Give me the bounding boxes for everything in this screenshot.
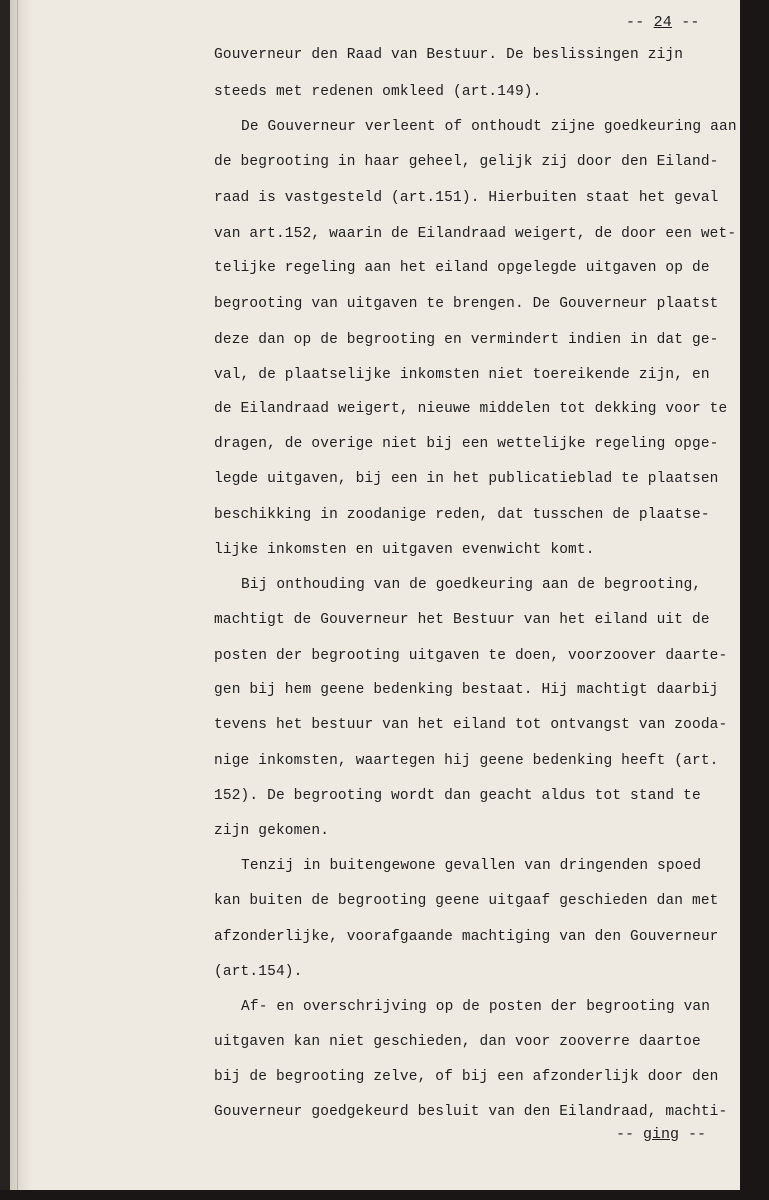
text-line: dragen, de overige niet bij een wettelijke regeling opge- [214, 436, 719, 452]
text-line: begrooting van uitgaven te brengen. De Gouverneur plaatst [214, 296, 719, 312]
catchword-prefix: -- [616, 1126, 644, 1143]
text-line: raad is vastgesteld (art.151). Hierbuiten staat het geval [214, 190, 719, 206]
text-line: de begrooting in haar geheel, gelijk zij door den Eiland- [214, 154, 719, 170]
page-number-suffix: -- [672, 14, 700, 31]
scan-background-right [740, 0, 769, 1200]
binding-shadow [10, 0, 32, 1190]
text-line: Gouverneur den Raad van Bestuur. De beslissingen zijn [214, 47, 684, 63]
text-line: kan buiten de begrooting geene uitgaaf geschieden dan met [214, 893, 719, 909]
catchword [616, 1126, 706, 1143]
text-line: gen bij hem geene bedenking bestaat. Hij machtigt daarbij [214, 682, 719, 698]
text-line: afzonderlijke, voorafgaande machtiging van den Gouverneur [214, 929, 719, 945]
text-line: Gouverneur goedgekeurd besluit van den Eilandraad, machti- [214, 1104, 728, 1120]
text-line: 152). De begrooting wordt dan geacht aldus tot stand te [214, 788, 701, 804]
paragraph-start-line: Tenzij in buitengewone gevallen van dringenden spoed [241, 858, 702, 874]
text-line: zijn gekomen. [214, 823, 330, 839]
page-number [626, 14, 700, 31]
text-line: deze dan op de begrooting en vermindert indien in dat ge- [214, 332, 719, 348]
paragraph-start-line: Bij onthouding van de goedkeuring aan de begrooting, [241, 577, 702, 593]
text-line: uitgaven kan niet geschieden, dan voor zooverre daartoe [214, 1034, 701, 1050]
text-line: machtigt de Gouverneur het Bestuur van het eiland uit de [214, 612, 710, 628]
text-line: nige inkomsten, waartegen hij geene bedenking heeft (art. [214, 753, 719, 769]
text-line: bij de begrooting zelve, of bij een afzonderlijk door den [214, 1069, 719, 1085]
catchword-text: ging [643, 1126, 680, 1143]
text-line: telijke regeling aan het eiland opgelegde uitgaven op de [214, 260, 710, 276]
text-line: de Eilandraad weigert, nieuwe middelen tot dekking voor te [214, 401, 728, 417]
document-page [10, 0, 740, 1190]
text-line: (art.154). [214, 964, 303, 980]
text-line: legde uitgaven, bij een in het publicatieblad te plaatsen [214, 471, 719, 487]
page-number-value: 24 [653, 14, 673, 31]
text-line: posten der begrooting uitgaven te doen, voorzoover daarte- [214, 648, 728, 664]
text-line: val, de plaatselijke inkomsten niet toereikende zijn, en [214, 367, 710, 383]
paragraph-start-line: De Gouverneur verleent of onthoudt zijne goedkeuring aan [241, 119, 737, 135]
text-line: beschikking in zoodanige reden, dat tusschen de plaatse- [214, 507, 710, 523]
paragraph-start-line: Af- en overschrijving op de posten der begrooting van [241, 999, 711, 1015]
binding-fold [17, 0, 18, 1190]
catchword-suffix: -- [679, 1126, 707, 1143]
text-line: tevens het bestuur van het eiland tot ontvangst van zooda- [214, 717, 728, 733]
text-line: steeds met redenen omkleed (art.149). [214, 84, 542, 100]
text-line: lijke inkomsten en uitgaven evenwicht komt. [214, 542, 595, 558]
page-number-prefix: -- [626, 14, 654, 31]
text-line: van art.152, waarin de Eilandraad weigert, de door een wet- [214, 226, 737, 242]
scan-background-bottom [0, 1190, 769, 1200]
